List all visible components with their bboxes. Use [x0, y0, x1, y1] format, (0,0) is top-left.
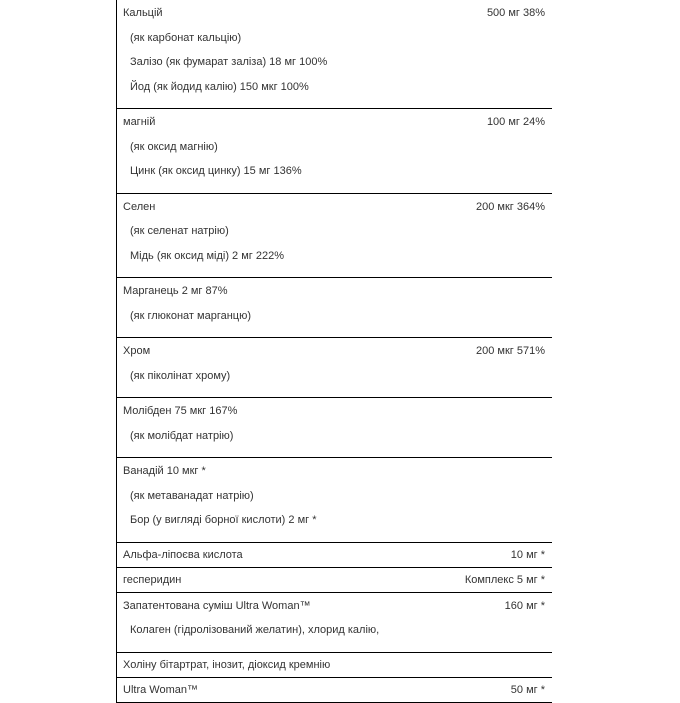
table-row	[117, 683, 552, 699]
nutrient-name: Кальцій	[123, 7, 163, 19]
table-row	[117, 224, 552, 249]
nutrient-value: 100 мг 24%	[486, 116, 545, 128]
nutrient-value: 50 мг *	[510, 683, 545, 696]
table-row	[117, 249, 552, 274]
nutrient-name: (як оксид магнію)	[130, 140, 218, 153]
table-row	[117, 404, 552, 429]
table-group-choline	[117, 653, 552, 678]
nutrient-name: Альфа-ліпоєва кислота	[123, 548, 243, 561]
nutrient-name: (як карбонат кальцію)	[130, 31, 242, 44]
table-group-magnesium	[117, 109, 552, 194]
table-row	[117, 573, 552, 589]
nutrient-value: 500 мг 38%	[486, 7, 545, 19]
nutrient-name: Молібден 75 мкг 167%	[123, 405, 238, 417]
table-group-calcium	[117, 0, 552, 109]
nutrient-name: Запатентована суміш Ultra Woman™	[123, 599, 311, 612]
table-group-hesperidin	[117, 568, 552, 593]
table-group-alpha-lipoic	[117, 543, 552, 568]
table-group-molybdenum	[117, 398, 552, 458]
nutrient-name: Селен	[123, 200, 156, 213]
nutrient-name: Цинк (як оксид цинку) 15 мг 136%	[130, 165, 302, 177]
nutrient-value: Комплекс 5 мг *	[464, 573, 545, 586]
nutrient-name: Ultra Woman™	[123, 683, 198, 696]
table-row	[117, 309, 552, 334]
table-row	[117, 115, 552, 140]
table-row	[117, 55, 552, 80]
nutrient-value: 10 мг *	[510, 548, 545, 561]
table-row	[117, 284, 552, 309]
nutrient-name: Йод (як йодид калію) 150 мкг 100%	[130, 80, 309, 93]
table-group-ultra-woman	[117, 678, 552, 703]
table-group-selenium	[117, 194, 552, 279]
nutrient-name: (як селенат натрію)	[130, 225, 229, 237]
table-row	[117, 548, 552, 564]
table-row	[117, 200, 552, 225]
table-row	[117, 344, 552, 369]
nutrient-name: Марганець 2 мг 87%	[123, 285, 228, 297]
table-row	[117, 599, 552, 624]
nutrient-name: гесперидин	[123, 573, 182, 586]
nutrient-name: Мідь (як оксид міді) 2 мг 222%	[130, 249, 284, 262]
nutrient-name: Ванадій 10 мкг *	[123, 465, 206, 477]
table-row	[117, 369, 552, 394]
table-group-manganese	[117, 278, 552, 338]
table-row	[117, 80, 552, 105]
nutrient-name: Бор (у вигляді борної кислоти) 2 мг *	[130, 514, 317, 526]
table-group-vanadium	[117, 458, 552, 543]
nutrient-name: Колаген (гідролізований желатин), хлорид калію,	[130, 624, 380, 636]
nutrient-name: Холіну бітартрат, інозит, діоксид кремнію	[123, 658, 331, 671]
table-row	[117, 31, 552, 56]
table-row	[117, 6, 552, 31]
nutrient-name: магній	[123, 116, 156, 128]
table-row	[117, 164, 552, 189]
table-row	[117, 429, 552, 454]
table-row	[117, 464, 552, 489]
table-row	[117, 658, 552, 674]
nutrient-name: (як піколінат хрому)	[130, 369, 231, 382]
table-row	[117, 513, 552, 538]
table-group-chromium	[117, 338, 552, 398]
table-row	[117, 140, 552, 165]
table-row	[117, 623, 552, 648]
table-group-proprietary-blend	[117, 593, 552, 653]
nutrient-name: (як глюконат марганцю)	[130, 309, 251, 322]
nutrient-name: (як метаванадат натрію)	[130, 489, 254, 502]
nutrient-name: (як молібдат натрію)	[130, 429, 234, 442]
nutrient-value: 200 мкг 571%	[476, 345, 545, 357]
nutrient-value: 200 мкг 364%	[476, 200, 545, 213]
table-row	[117, 489, 552, 514]
nutrition-table	[116, 0, 552, 703]
nutrient-name: Залізо (як фумарат заліза) 18 мг 100%	[130, 56, 328, 68]
nutrient-value: 160 мг *	[504, 599, 545, 612]
nutrient-name: Хром	[123, 345, 151, 357]
